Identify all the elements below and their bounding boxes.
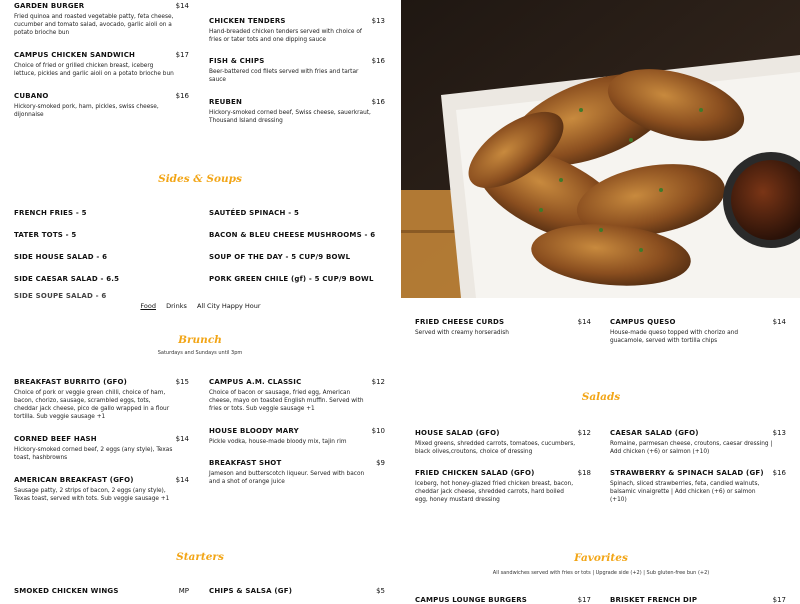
- item-description: Pickle vodka, house-made bloody mix, tajin rim: [209, 439, 347, 445]
- item-description: Romaine, parmesan cheese, croutons, caesar dressing | Add chicken (+6) or salmon (+10): [610, 441, 773, 455]
- item-name: REUBEN: [209, 98, 243, 106]
- item-name: SMOKED CHICKEN WINGS: [14, 587, 119, 595]
- item-name: STRAWBERRY & SPINACH SALAD (GF): [610, 469, 764, 477]
- tab-all-city-happy-hour[interactable]: All City Happy Hour: [196, 302, 261, 310]
- item-name: GARDEN BURGER: [14, 2, 85, 10]
- section-title-sides-soups: Sides & Soups: [158, 173, 242, 185]
- side-item: SOUP OF THE DAY - 5 CUP/9 BOWL: [209, 253, 351, 261]
- item-price: $17: [772, 596, 786, 604]
- chicken-wings-photo: [401, 0, 800, 298]
- item-price: MP: [178, 587, 189, 595]
- side-item: SIDE CAESAR SALAD - 6.5: [14, 275, 120, 283]
- item-price: $16: [371, 57, 385, 65]
- item-name: CAMPUS QUESO: [610, 318, 676, 326]
- food-photo-illustration: [401, 0, 800, 298]
- menu-panel-sandwiches: [0, 0, 401, 298]
- item-name: CAMPUS LOUNGE BURGERS: [415, 596, 528, 604]
- item-price: $18: [577, 469, 591, 477]
- side-item: BACON & BLEU CHEESE MUSHROOMS - 6: [209, 231, 376, 239]
- item-name: BRISKET FRENCH DIP: [610, 596, 698, 604]
- menu-panel-starters-salads: [401, 298, 800, 604]
- side-item: PORK GREEN CHILE (gf) - 5 CUP/9 BOWL: [209, 275, 374, 283]
- item-description: Spinach, sliced strawberries, feta, candied walnuts, balsamic vinaigrette | Add chicken (+6) or salmon (+10): [610, 481, 760, 503]
- item-description: Choice of bacon or sausage, fried egg, American cheese, mayo on toasted English muffin. Served with fries or tots. Sub veggie sausage +1: [209, 390, 364, 412]
- section-title-starters: Starters: [176, 551, 224, 563]
- item-price: $14: [175, 476, 189, 484]
- item-price: $16: [772, 469, 786, 477]
- item-price: $16: [175, 92, 189, 100]
- side-item: SAUTÉED SPINACH - 5: [209, 209, 300, 217]
- item-description: Choice of pork or veggie green chilli, choice of ham, bacon, chorizo, sausage, scrambled eggs, tots, cheddar jack cheese, pico de gallo wrapped in a flour tortilla. Sub veggie sausage +1: [14, 390, 170, 420]
- item-name: FRIED CHEESE CURDS: [415, 318, 505, 326]
- item-price: $14: [577, 318, 591, 326]
- side-item: TATER TOTS - 5: [14, 231, 77, 239]
- item-description: Hickory-smoked corned beef, 2 eggs (any style), Texas toast, hashbrowns: [14, 447, 173, 461]
- item-price: $12: [577, 429, 591, 437]
- item-price: $17: [175, 51, 189, 59]
- item-description: Jameson and butterscotch liqueur. Served with bacon and a shot of orange juice: [209, 471, 365, 485]
- item-description: Hand-breaded chicken tenders served with choice of fries or tater tots and one dipping sauce: [209, 29, 362, 43]
- item-name: CUBANO: [14, 92, 49, 100]
- item-name: CHIPS & SALSA (GF): [209, 587, 293, 595]
- item-name: CAESAR SALAD (GFO): [610, 429, 699, 437]
- menu-tabs: [0, 302, 401, 310]
- item-price: $13: [772, 429, 786, 437]
- section-title-brunch: Brunch: [178, 334, 222, 346]
- item-name: AMERICAN BREAKFAST (GFO): [14, 476, 134, 484]
- item-price: $13: [371, 17, 385, 25]
- item-price: $14: [175, 2, 189, 10]
- side-item: SIDE HOUSE SALAD - 6: [14, 253, 108, 261]
- item-name: HOUSE SALAD (GFO): [415, 429, 500, 437]
- item-price: $5: [376, 587, 385, 595]
- item-price: $15: [175, 378, 189, 386]
- section-subtitle: All sandwiches served with fries or tots | Upgrade side (+2) | Sub gluten-free bun (+2): [492, 570, 710, 576]
- item-price: $14: [175, 435, 189, 443]
- item-description: Choice of fried or grilled chicken breast, iceberg lettuce, pickles and garlic aioli on a potato brioche bun: [14, 63, 174, 77]
- item-price: $10: [371, 427, 385, 435]
- item-description: Sausage patty, 2 strips of bacon, 2 eggs (any style), Texas toast, served with tots. Sub veggie sausage +1: [14, 488, 170, 502]
- item-name: FISH & CHIPS: [209, 57, 265, 65]
- section-title-favorites: Favorites: [574, 552, 628, 564]
- item-name: CAMPUS CHICKEN SANDWICH: [14, 51, 136, 59]
- item-description: House-made queso topped with chorizo and guacamole, served with tortilla chips: [610, 330, 739, 344]
- item-name: CORNED BEEF HASH: [14, 435, 97, 443]
- item-name: BREAKFAST SHOT: [209, 459, 282, 467]
- section-subtitle: Saturdays and Sundays until 3pm: [157, 350, 243, 356]
- item-name: FRIED CHICKEN SALAD (GFO): [415, 469, 535, 477]
- item-description: Mixed greens, shredded carrots, tomatoes, cucumbers, black olives,croutons, choice of dressing: [415, 441, 576, 455]
- item-price: $16: [371, 98, 385, 106]
- menu-panel-brunch: [0, 292, 401, 600]
- section-title-salads: Salads: [581, 391, 621, 403]
- item-description: Served with creamy horseradish: [415, 330, 509, 336]
- item-price: $17: [577, 596, 591, 604]
- tab-food[interactable]: Food: [140, 302, 157, 310]
- item-name: HOUSE BLOODY MARY: [209, 427, 299, 435]
- item-description: Fried quinoa and roasted vegetable patty, feta cheese, cucumber and tomato salad, avocado, garlic aioli on a potato brioche bun: [14, 14, 174, 36]
- item-name: CAMPUS A.M. CLASSIC: [209, 378, 302, 386]
- side-item: FRENCH FRIES - 5: [14, 209, 87, 217]
- item-price: $12: [371, 378, 385, 386]
- item-price: $14: [772, 318, 786, 326]
- item-description: Hickory-smoked pork, ham, pickles, swiss cheese, dijonnaise: [14, 104, 159, 118]
- item-description: Beer-battered cod filets served with fries and tartar sauce: [209, 69, 359, 83]
- item-description: Iceberg, hot honey-glazed fried chicken breast, bacon, cheddar jack cheese, shredded carrots, hard boiled egg, honey mustard dressing: [415, 481, 574, 503]
- item-name: CHICKEN TENDERS: [209, 17, 286, 25]
- item-description: Hickory-smoked corned beef, Swiss cheese, sauerkraut, Thousand Island dressing: [209, 110, 371, 124]
- tab-drinks[interactable]: Drinks: [166, 302, 187, 310]
- clipped-row: SIDE SOUPE SALAD - 6: [14, 292, 107, 300]
- item-name: BREAKFAST BURRITO (GFO): [14, 378, 128, 386]
- item-price: $9: [376, 459, 385, 467]
